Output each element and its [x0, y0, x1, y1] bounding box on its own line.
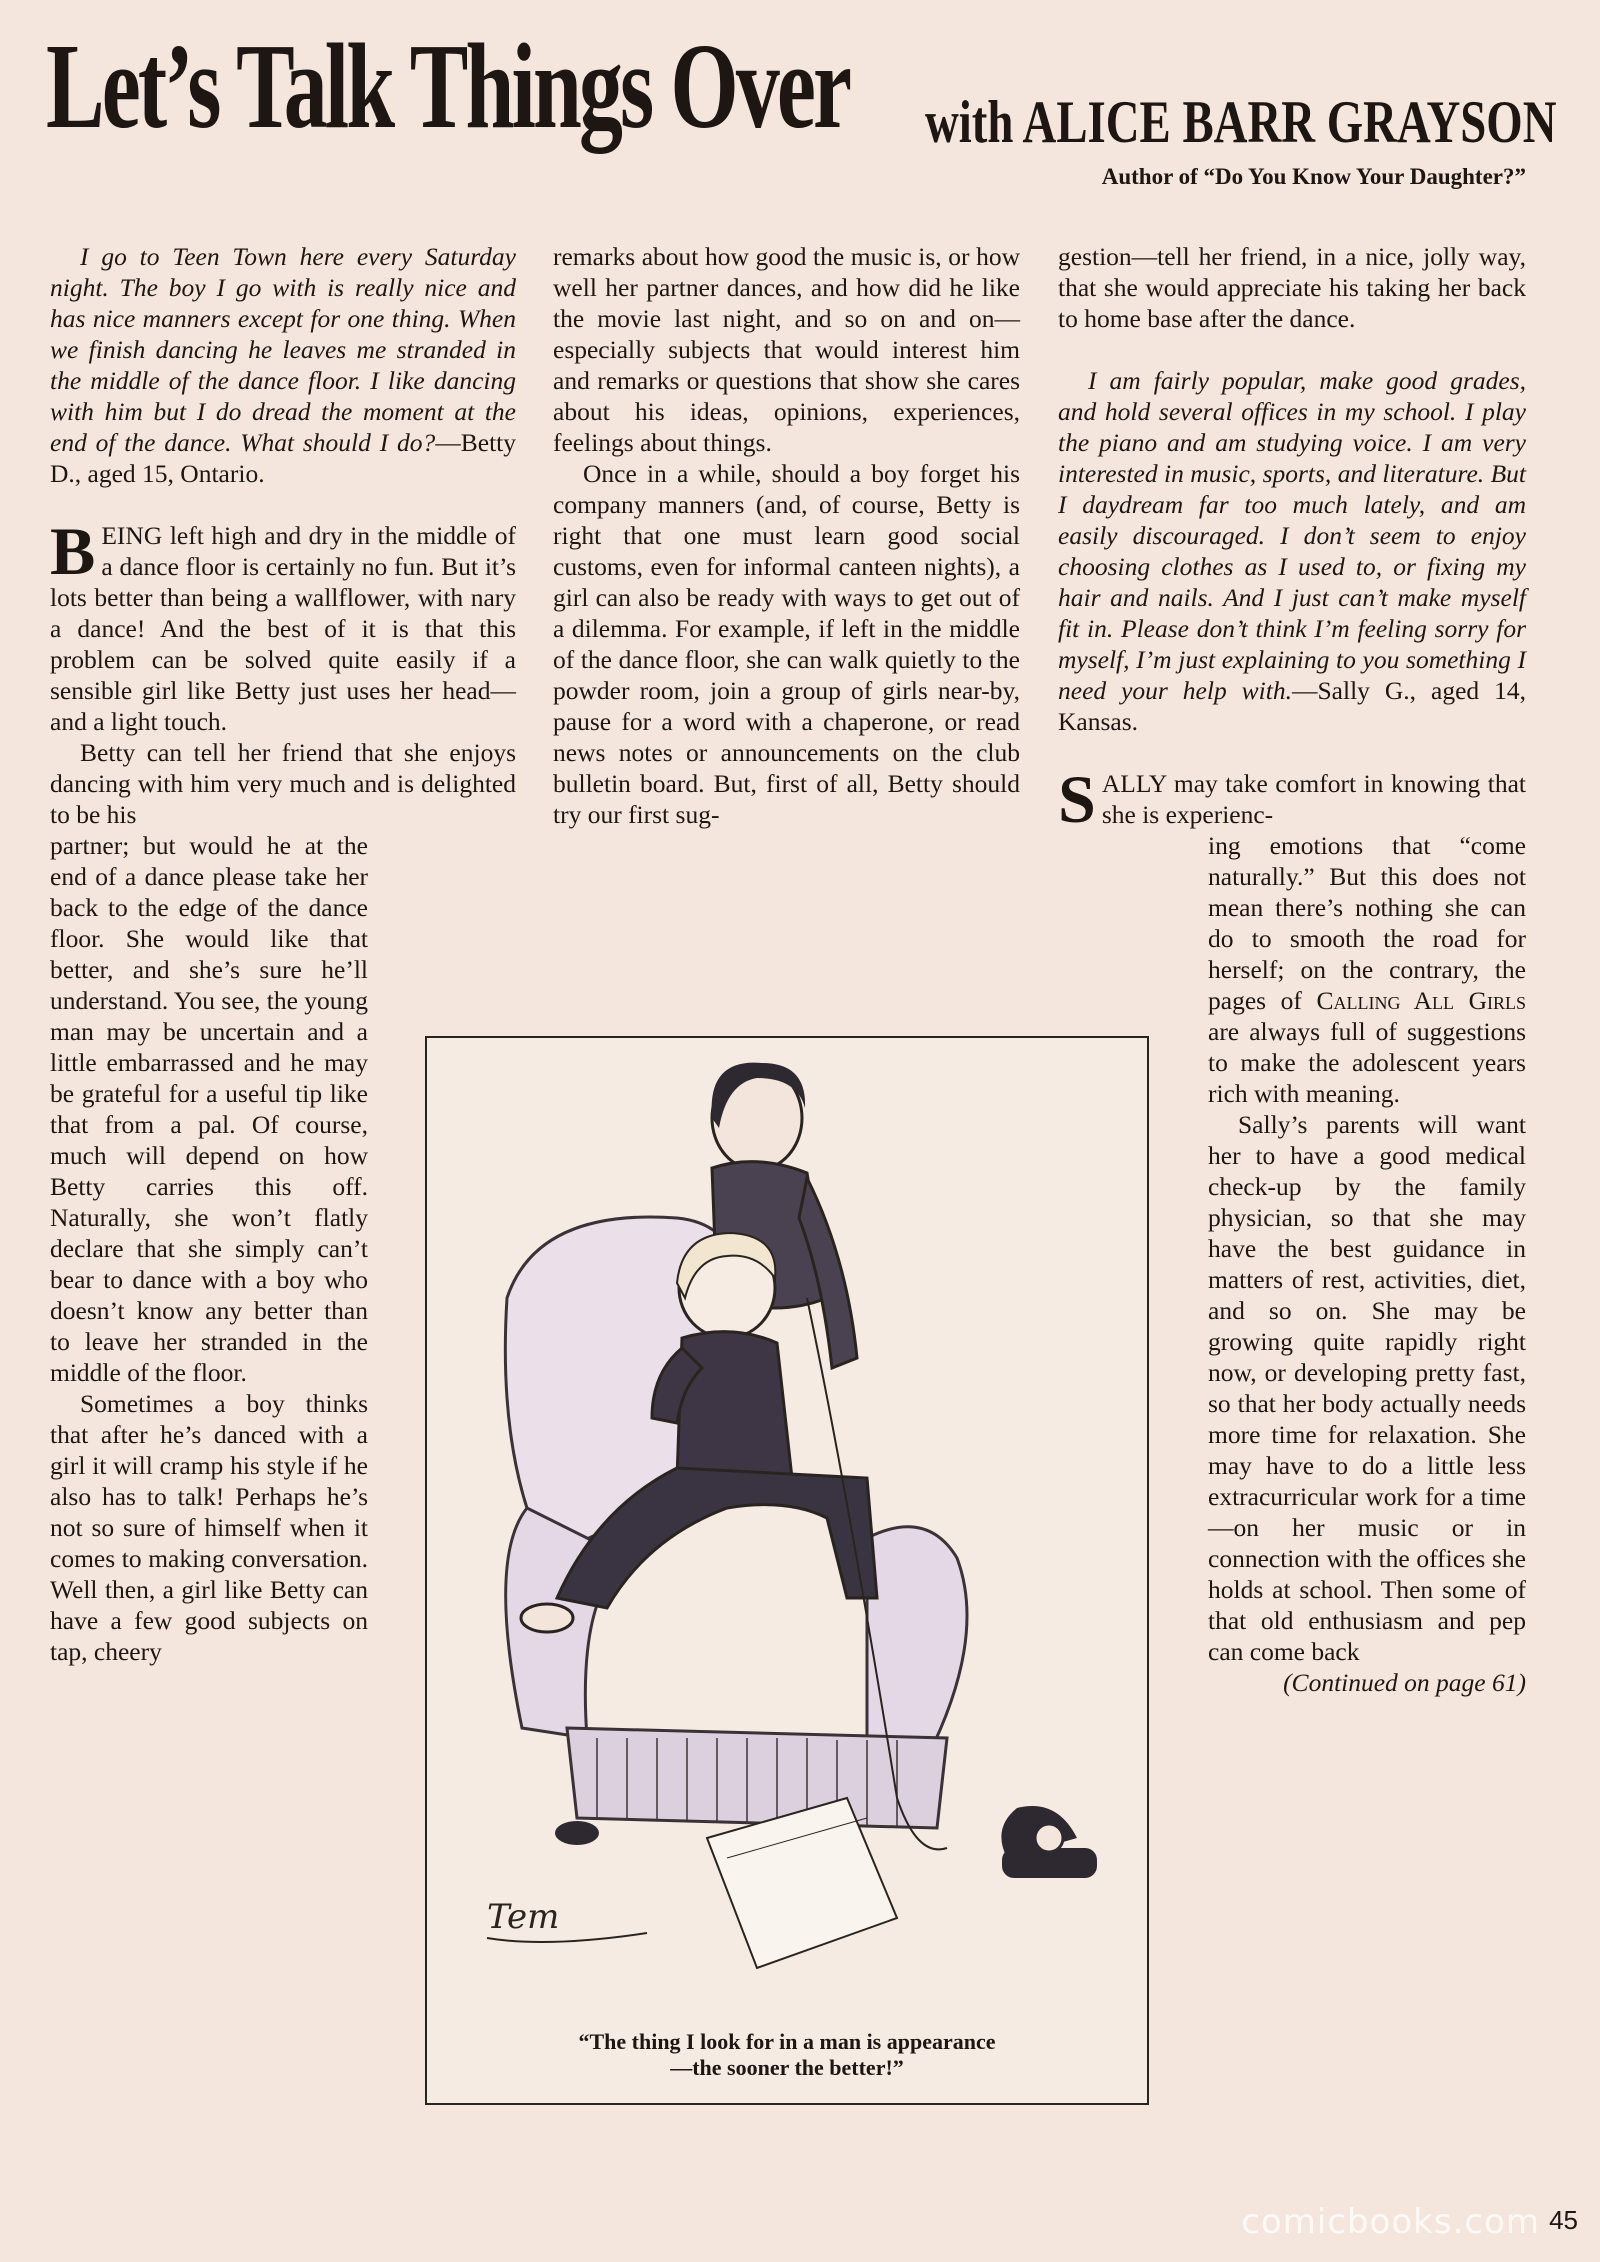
armchair-arm-right — [867, 1527, 967, 1758]
answer-paragraph-2: Sally’s parents will want her to have a good medical check-up by the family physician, so that she may have the best guidance in matters of rest, activities, diet, and so on. She may be growing quite rapidly right now, or developing pretty fast, so that her body actually needs more time for relaxation. She may have to do a little less extracurricular work for a time—on her music or in connection with the offices she holds at school. Then some of that old enthusiasm and pep can come back — [1208, 1110, 1526, 1666]
seated-girl-sweater — [677, 1332, 792, 1488]
reader-letter-betty — [50, 241, 516, 489]
answer-lead: SALLY may take comfort in knowing that she is experienc- — [1058, 761, 1526, 837]
letter-signature: —Betty D., aged 15, Ontario. — [50, 428, 516, 488]
artist-signature: Tem — [487, 1897, 560, 1937]
article-title: Let’s Talk Things Over — [46, 19, 850, 154]
drop-cap: B — [50, 513, 96, 589]
author-credit: Author of “Do You Know Your Daughter?” — [1101, 164, 1526, 189]
continued-note: (Continued on page 61) — [1283, 1668, 1526, 1697]
column-2-paragraph-2: Once in a while, should a boy forget his company manners (and, of course, Betty is right that one must learn good social customs, even for informal canteen nights), a girl can also be ready with ways to get out of a dilemma. For example, if left in the middle of the dance floor, she can walk quietly to the powder room, join a group of girls near-by, pause for a word with a chaperone, or read news notes or announcements on the club bulletin board. But, first of all, Betty should try our first sug- — [553, 459, 1020, 829]
cartoon-drawing — [427, 1038, 1147, 2103]
answer-paragraph-1: BEING left high and dry in the middle of a dance floor is certainly no fun. But it’s lots better than being a wallflower, with nary a dance! And the best of it is that this problem can be solved quite easily if a sensible girl like Betty just uses her head—and a light touch. — [50, 513, 516, 736]
answer-paragraph-3: Sometimes a boy thinks that after he’s danced with a girl it will cramp his style if he also has to talk! Perhaps he’s not so sure of himself when it comes to making conversation. Well then, a girl like Betty can have a few good subjects on tap, cheery — [50, 1389, 368, 1666]
cartoon-illustration — [425, 1036, 1149, 2105]
telephone-icon — [1001, 1806, 1097, 1878]
column-2-paragraph-1: remarks about how good the music is, or how well her partner dances, and how did he like the movie last night, and so on and on—especially subjects that would interest him and remarks or questions that show she cares about his ideas, opinions, experiences, feelings about things. — [553, 242, 1020, 457]
letter-text: I am fairly popular, make good grades, and hold several offices in my school. I play the piano and am studying voice. I am very interested in music, sports, and literature. But I daydream far too much lately, and am easily discouraged. I don’t seem to enjoy choosing clothes as I used to, or fixing my hair and nails. And I just can’t make myself fit in. Please don’t think I’m feeling sorry for myself, I’m just explaining to you something I need your help with. — [1058, 366, 1526, 705]
magazine-name: Calling All Girls — [1316, 986, 1526, 1015]
drop-cap: S — [1058, 761, 1096, 837]
column-2 — [553, 241, 1020, 830]
armchair-skirt — [567, 1728, 947, 1828]
column-3-lower — [1208, 830, 1526, 1698]
cartoon-caption: “The thing I look for in a man is appearance —the sooner the better!” — [578, 2029, 996, 2080]
column-1-lower — [50, 830, 368, 1667]
column-3-paragraph-1: gestion—tell her friend, in a nice, jolly way, that she would appreciate his taking her back to home base after the dance. — [1058, 242, 1526, 333]
letter-text: I go to Teen Town here every Saturday night. The boy I go with is really nice and has nice manners except for one thing. When we finish dancing he leaves me stranded in the middle of the dance floor. I like dancing with him but I do dread the moment at the end of the dance. What should I do? — [50, 242, 516, 457]
answer-paragraph-1-rest: ing emotions that “come naturally.” But this does not mean there’s nothing she can do to smooth the road for herself; on the contrary, the pages of Calling All Girls are always full of suggestions to make the adolescent years rich with meaning. — [1208, 831, 1526, 1108]
letter-signature: —Sally G., aged 14, Kansas. — [1058, 676, 1526, 736]
byline: with ALICE BARR GRAYSON — [925, 89, 1557, 155]
page-number: 45 — [1549, 2205, 1578, 2235]
seated-girl-shoe — [521, 1604, 573, 1632]
site-watermark: comicbooks.com — [1241, 2202, 1540, 2242]
answer-paragraph-2-rest: partner; but would he at the end of a dance please take her back to the edge of the dance floor. She would like that better, and she’s sure he’ll understand. You see, the young man may be uncertain and a little embarrassed and he may be grateful for a useful tip like that from a pal. Of course, much will depend on how Betty carries this off. Naturally, she won’t flatly declare that she simply can’t bear to dance with a boy who doesn’t know any better than to leave her stranded in the middle of the floor. — [50, 831, 369, 1387]
reader-letter-sally — [1058, 365, 1526, 737]
dropped-shoe — [555, 1821, 599, 1845]
answer-paragraph-2-top: Betty can tell her friend that she enjoys dancing with him very much and is delighted to be his — [50, 738, 516, 829]
